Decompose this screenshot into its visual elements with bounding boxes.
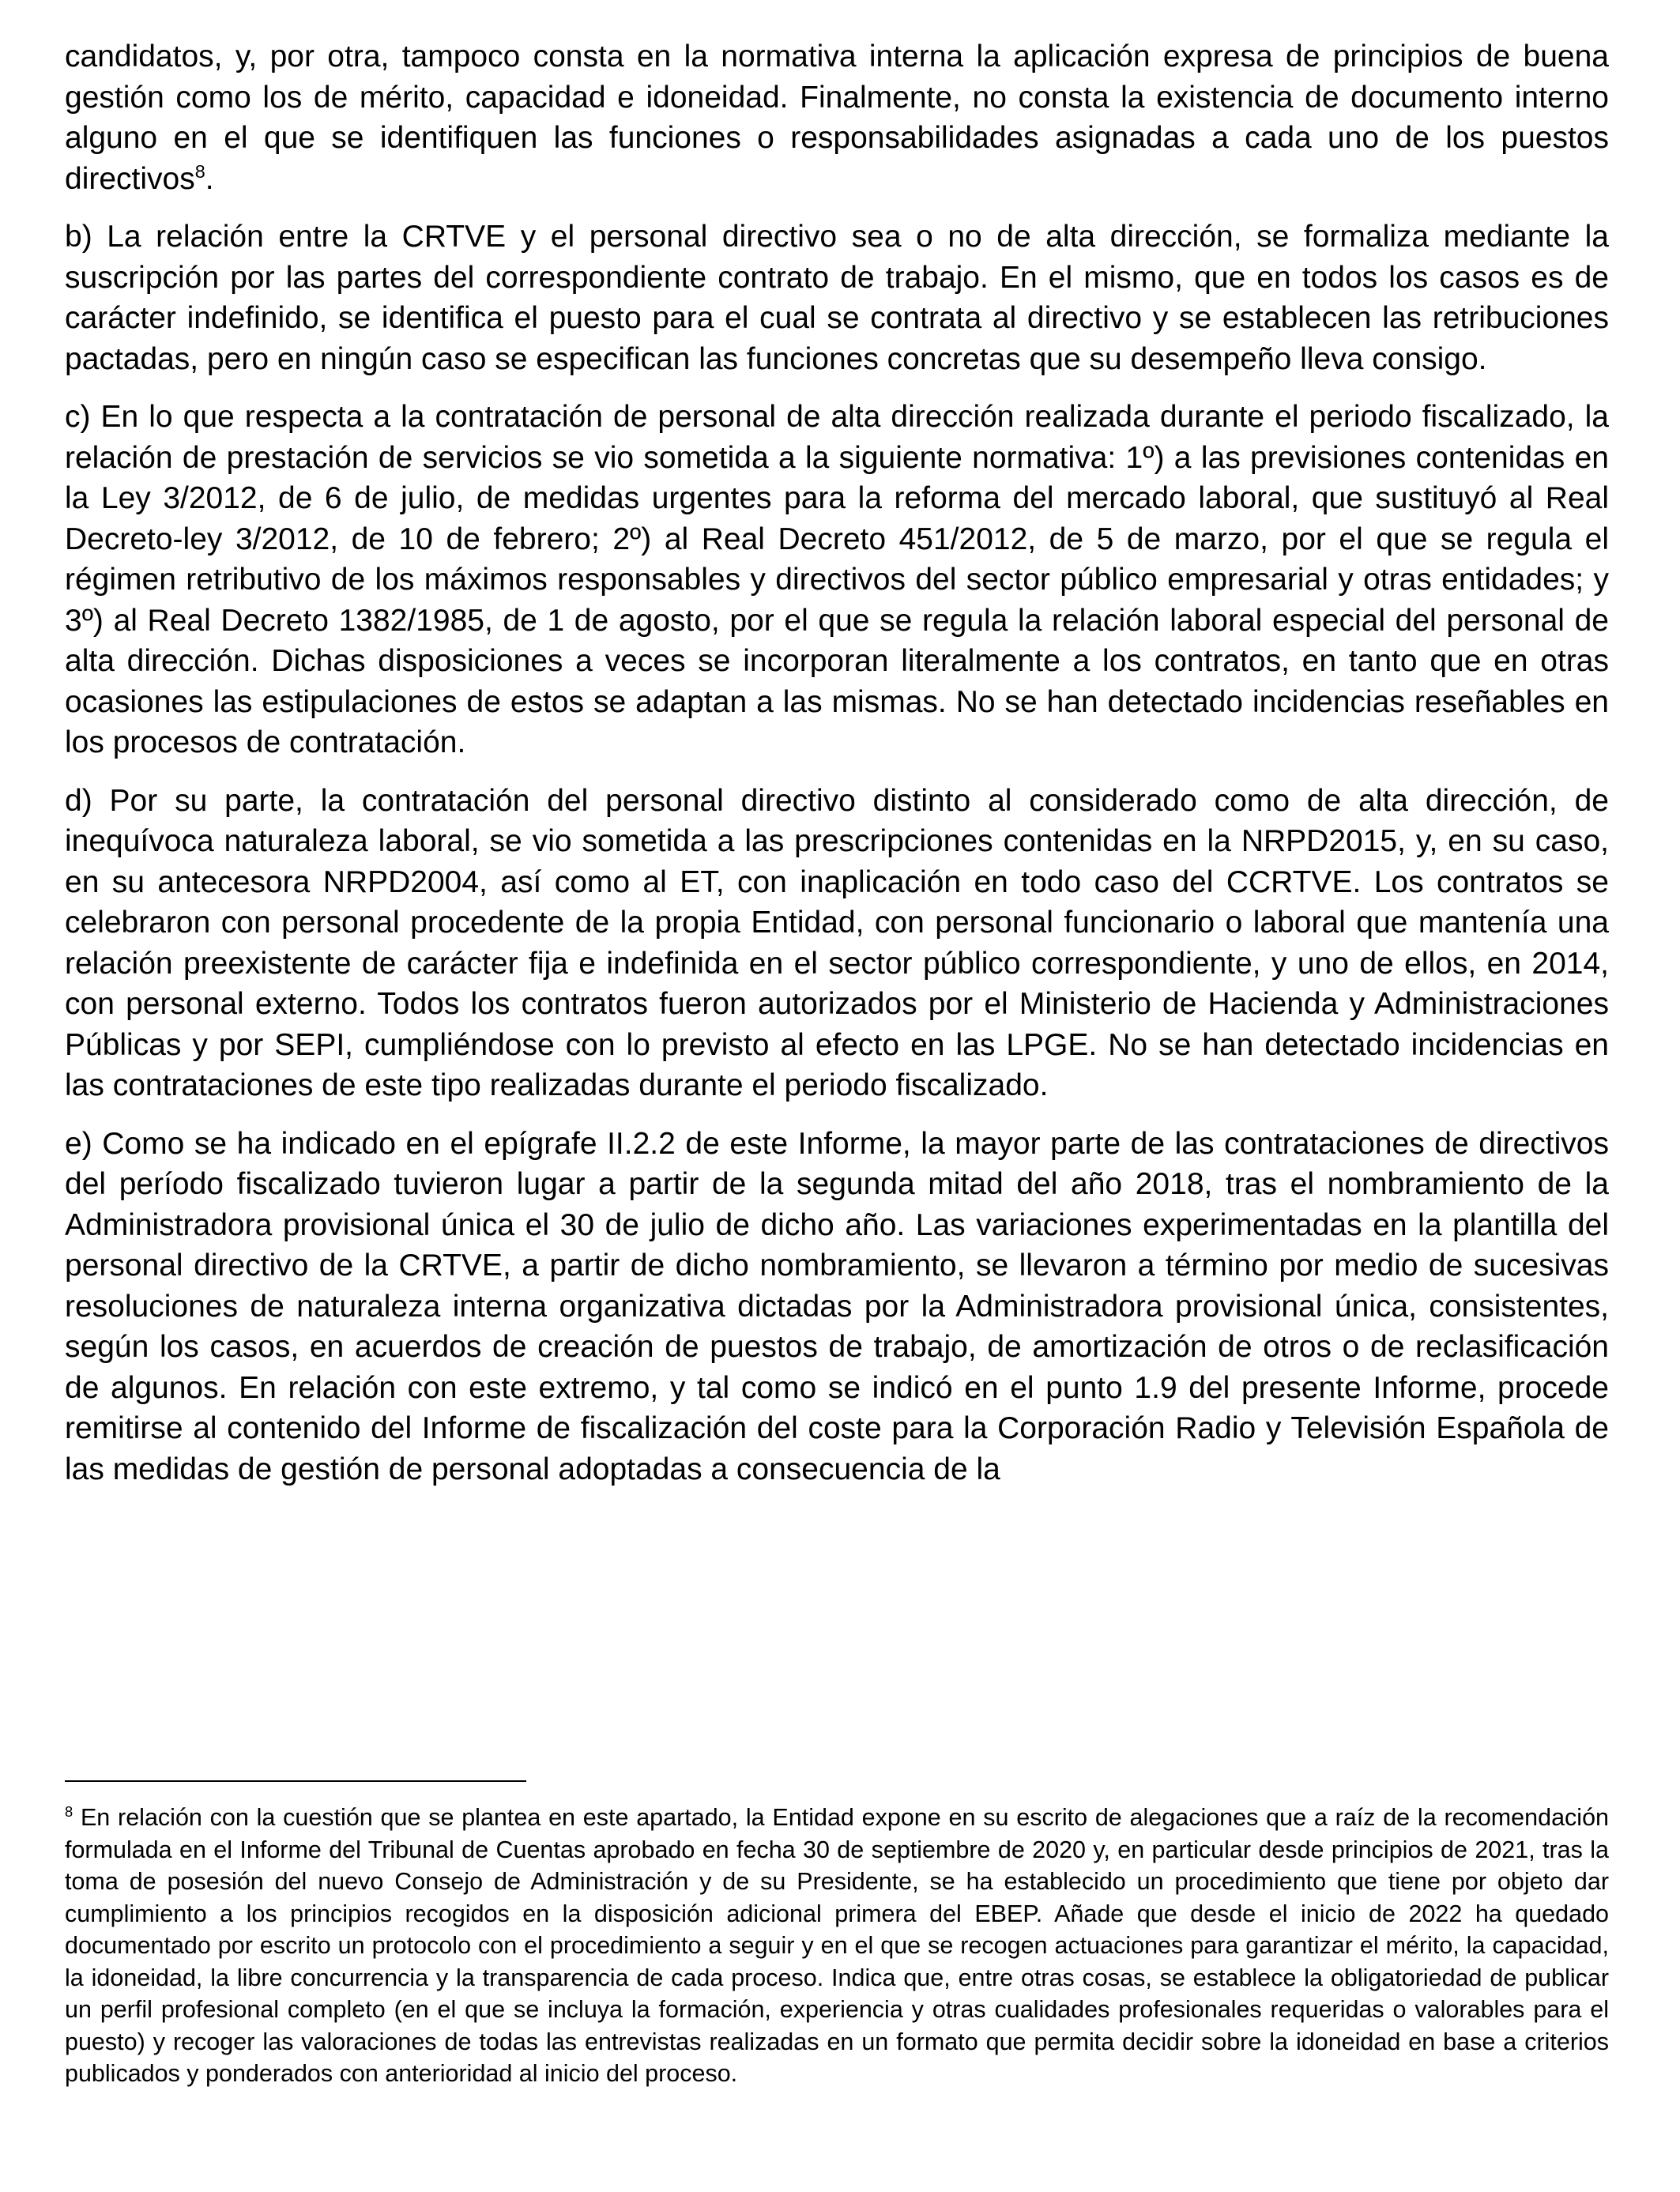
paragraph-e: e) Como se ha indicado en el epígrafe II.2.2 de este Informe, la mayor parte de las contrataciones de directivos del período fiscalizado tuvieron lugar a partir de la segunda mitad del año 2018, tras el nombramiento de la Administradora provisional única el 30 de julio de dicho año. Las variaciones experimentadas en la plantilla del personal directivo de la CRTVE, a partir de dicho nombramiento, se llevaron a término por medio de sucesivas resoluciones de naturaleza interna organizativa dictadas por la Administradora provisional única, consistentes, según los casos, en acuerdos de creación de puestos de trabajo, de amortización de otros o de reclasificación de algunos. En relación con este extremo, y tal como se indicó en el punto 1.9 del presente Informe, procede remitirse al contenido del Informe de fiscalización del coste para la Corporación Radio y Televisión Española de las medidas de gestión de personal adoptadas a consecuencia de la xyxy=(65,1126,1609,1486)
footnote xyxy=(65,1802,1609,2090)
paragraph-b: b) La relación entre la CRTVE y el personal directivo sea o no de alta dirección, se formaliza mediante la suscripción por las partes del correspondiente contrato de trabajo. En el mismo, que en todos los casos es de carácter indefinido, se identifica el puesto para el cual se contrata al directivo y se establecen las retribuciones pactadas, pero en ningún caso se especifican las funciones concretas que su desempeño lleva consigo. xyxy=(65,220,1609,376)
body-text xyxy=(65,36,1609,1507)
footnote-text: En relación con la cuestión que se plantea en este apartado, la Entidad expone en su escrito de alegaciones que a raíz de la recomendación formulada en el Informe del Tribunal de Cuentas aprobado en fecha 30 de septiembre de 2020 y, en particular desde principios de 2021, tras la toma de posesión del nuevo Consejo de Administración y de su Presidente, se ha establecido un procedimiento que tiene por objeto dar cumplimiento a los principios recogidos en la disposición adicional primera del EBEP. Añade que desde el inicio de 2022 ha quedado documentado por escrito un protocolo con el procedimiento a seguir y en el que se recogen actuaciones para garantizar el mérito, la capacidad, la idoneidad, la libre concurrencia y la transparencia de cada proceso. Indica que, entre otras cosas, se establece la obligatoriedad de publicar un perfil profesional completo (en el que se incluya la formación, experiencia y otras cualidades profesionales requeridas o valorables para el puesto) y recoger las valoraciones de todas las entrevistas realizadas en un formato que permita decidir sobre la idoneidad en base a criterios publicados y ponderados con anterioridad al inicio del proceso. xyxy=(65,1804,1609,2087)
paragraph-text: candidatos, y, por otra, tampoco consta en la normativa interna la aplicación expresa de principios de buena gestión como los de mérito, capacidad e idoneidad. Finalmente, no consta la existencia de documento interno alguno en el que se identifiquen las funciones o responsabilidades asignadas a cada uno de los puestos directivos xyxy=(65,40,1609,196)
paragraph-tail: . xyxy=(205,161,214,196)
paragraph-intro-continuation xyxy=(65,36,1609,199)
paragraph-d: d) Por su parte, la contratación del personal directivo distinto al considerado como de alta dirección, de inequívoca naturaleza laboral, se vio sometida a las prescripciones contenidas en la NRPD2015, y, en su caso, en su antecesora NRPD2004, así como al ET, con inaplicación en todo caso del CCRTVE. Los contratos se celebraron con personal procedente de la propia Entidad, con personal funcionario o laboral que mantenía una relación preexistente de carácter fija e indefinida en el sector público correspondiente, y uno de ellos, en 2014, con personal externo. Todos los contratos fueron autorizados por el Ministerio de Hacienda y Administraciones Públicas y por SEPI, cumpliéndose con lo previsto al efecto en las LPGE. No se han detectado incidencias en las contrataciones de este tipo realizadas durante el periodo fiscalizado. xyxy=(65,783,1609,1102)
paragraph-c: c) En lo que respecta a la contratación de personal de alta dirección realizada durante el periodo fiscalizado, la relación de prestación de servicios se vio sometida a la siguiente normativa: 1º) a las previsiones contenidas en la Ley 3/2012, de 6 de julio, de medidas urgentes para la reforma del mercado laboral, que sustituyó al Real Decreto-ley 3/2012, de 10 de febrero; 2º) al Real Decreto 451/2012, de 5 de marzo, por el que se regula el régimen retributivo de los máximos responsables y directivos del sector público empresarial y otras entidades; y 3º) al Real Decreto 1382/1985, de 1 de agosto, por el que se regula la relación laboral especial del personal de alta dirección. Dichas disposiciones a veces se incorporan literalmente a los contratos, en tanto que en otras ocasiones las estipulaciones de estos se adaptan a las mismas. No se han detectado incidencias reseñables en los procesos de contratación. xyxy=(65,400,1609,759)
footnote-separator xyxy=(65,1780,526,1782)
footnote-reference[interactable]: 8 xyxy=(194,160,205,182)
footnote-number: 8 xyxy=(65,1802,73,1820)
